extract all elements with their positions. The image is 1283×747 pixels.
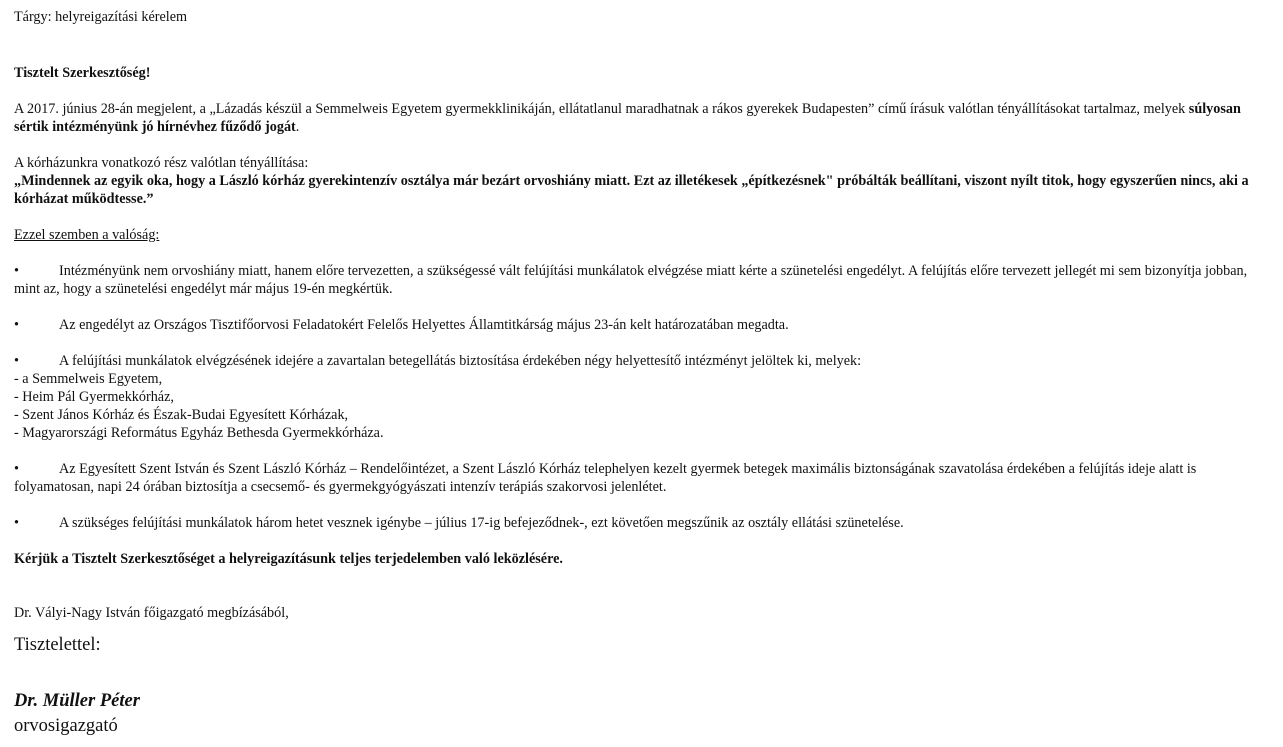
institution-item: - Szent János Kórház és Észak-Budai Egyesített Kórházak, (14, 407, 349, 423)
letter-subject: Tárgy: helyreigazítási kérelem (14, 9, 188, 25)
bullet-text: A szükséges felújítási munkálatok három hetet vesznek igénybe – július 17-ig befejeződnek-, ezt követően megszűnik az osztály ellátási szünetelése. (59, 515, 904, 531)
bullet-symbol: • (14, 263, 19, 279)
bullet-symbol: • (14, 461, 19, 477)
intro-paragraph (14, 100, 1269, 136)
bullet-symbol: • (14, 353, 19, 369)
signer-name: Dr. Müller Péter (14, 691, 140, 711)
letter-document (14, 8, 1269, 737)
bullet-text: Intézményünk nem orvoshiány miatt, hanem előre tervezetten, a szükségessé vált felújítási munkálatok elvégzése miatt kérte a szünetelési engedélyt. A felújítás előre tervezett jellegét mi sem bizonyítja jobban, mint az, hogy a szünetelési engedélyt már május 19-én megkértük. (14, 263, 1248, 297)
bullet-item-2 (14, 316, 1269, 334)
publication-request: Kérjük a Tisztelt Szerkesztőséget a helyreigazításunk teljes terjedelemben való leközlésére. (14, 551, 563, 567)
institution-item: - Heim Pál Gyermekkórház, (14, 389, 174, 405)
institution-item: - a Semmelweis Egyetem, (14, 371, 163, 387)
letter-greeting: Tisztelt Szerkesztőség! (14, 65, 151, 81)
intro-text-end: . (295, 119, 300, 135)
bullet-item-1 (14, 262, 1269, 298)
bullet-text: A felújítási munkálatok elvégzésének idejére a zavartalan betegellátás biztosítása érdekében négy helyettesítő intézményt jelöltek ki, melyek: (59, 353, 862, 369)
claim-quote: „Mindennek az egyik oka, hogy a László kórház gyerekintenzív osztálya már bezárt orvoshiány miatt. Ezt az illetékesek „építkezésnek" próbálták beállítani, viszont nyílt titok, hogy egyszerűen nincs, aki a kórházat működtesse.” (14, 173, 1249, 207)
signer-role: orvosigazgató (14, 716, 118, 736)
closing-regards: Tisztelettel: (14, 635, 101, 655)
intro-text-start: A 2017. június 28-án megjelent, a „Lázadás készül a Semmelweis Egyetem gyermekklinikáján, ellátatlanul maradhatnak a rákos gyerekek Budapesten” című írásuk valótlan tényállításokat tartalmaz, melyek (14, 101, 1189, 117)
bullet-text: Az Egyesített Szent István és Szent László Kórház – Rendelőintézet, a Szent László Kórház telephelyen kezelt gyermek betegek maximális biztonságának szavatolása érdekében a felújítás ideje alatt is folyamatosan, napi 24 órában biztosítja a csecsemő- és gyermekgyógyászati intenzív terápiás szakorvosi jelenlétet. (14, 461, 1197, 495)
institution-item: - Magyarországi Református Egyház Bethesda Gyermekkórháza. (14, 425, 384, 441)
bullet-item-3 (14, 352, 1269, 442)
on-behalf-line: Dr. Vályi-Nagy István főigazgató megbízásából, (14, 605, 289, 621)
bullet-item-5 (14, 514, 1269, 532)
bullet-item-4 (14, 460, 1269, 496)
reality-heading: Ezzel szemben a valóság: (14, 227, 160, 243)
claim-label: A kórházunkra vonatkozó rész valótlan tényállítása: (14, 155, 309, 171)
bullet-line (14, 352, 1269, 370)
bullet-symbol: • (14, 317, 19, 333)
intro-emphasis: súlyosan sértik intézményünk jó hírnévhez fűződő jogát (14, 101, 1241, 135)
bullet-symbol: • (14, 515, 19, 531)
bullet-text: Az engedélyt az Országos Tisztifőorvosi Feladatokért Felelős Helyettes Államtitkárság május 23-án kelt határozatában megadta. (59, 317, 789, 333)
